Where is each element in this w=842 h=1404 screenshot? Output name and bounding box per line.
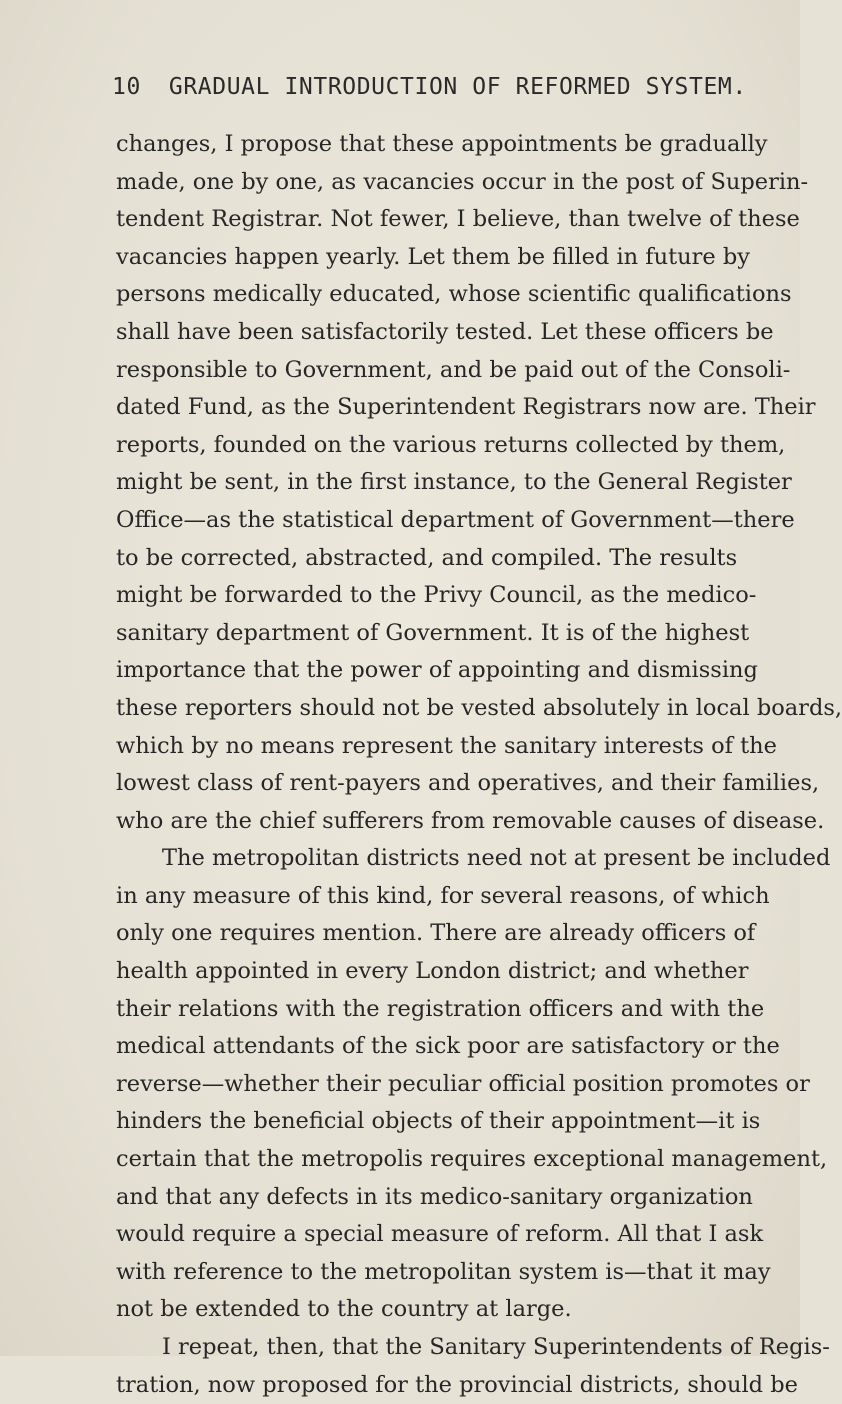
body-text xyxy=(116,126,842,1404)
text-line: hinders the beneficial objects of their appointment—it is xyxy=(116,1108,761,1135)
text-line: dated Fund, as the Superintendent Registrars now are. Their xyxy=(116,394,816,421)
text-line: responsible to Government, and be paid out of the Consoli- xyxy=(116,356,791,383)
text-line: in any measure of this kind, for several reasons, of which xyxy=(116,882,770,909)
text-line: to be corrected, abstracted, and compiled. The results xyxy=(116,544,738,571)
running-header xyxy=(112,74,747,100)
text-line: which by no means represent the sanitary interests of the xyxy=(116,732,777,759)
running-title: GRADUAL INTRODUCTION OF REFORMED SYSTEM. xyxy=(168,74,747,100)
text-line: tration, now proposed for the provincial districts, should be xyxy=(116,1371,798,1398)
text-line: made, one by one, as vacancies occur in the post of Superin- xyxy=(116,168,809,195)
text-line: not be extended to the country at large. xyxy=(116,1296,572,1323)
text-line: tendent Registrar. Not fewer, I believe, than twelve of these xyxy=(116,206,800,233)
page-number: 10 xyxy=(112,74,141,100)
text-line: would require a special measure of reform. All that I ask xyxy=(116,1221,764,1248)
text-line: health appointed in every London district; and whether xyxy=(116,958,749,985)
text-line: The metropolitan districts need not at present be included xyxy=(162,845,831,872)
text-line: and that any defects in its medico-sanitary organization xyxy=(116,1183,753,1210)
text-line: might be forwarded to the Privy Council, as the medico- xyxy=(116,582,757,609)
text-line: reports, founded on the various returns collected by them, xyxy=(116,431,786,458)
text-line: these reporters should not be vested absolutely in local boards, xyxy=(116,694,842,721)
text-line: importance that the power of appointing and dismissing xyxy=(116,657,758,684)
text-line: Office—as the statistical department of Government—there xyxy=(116,506,795,533)
text-line: I repeat, then, that the Sanitary Superintendents of Regis- xyxy=(162,1334,830,1360)
text-line: with reference to the metropolitan system is—that it may xyxy=(116,1258,771,1285)
text-line: persons medically educated, whose scientific qualifications xyxy=(116,281,792,308)
text-line: might be sent, in the first instance, to the General Register xyxy=(116,469,792,496)
text-line: vacancies happen yearly. Let them be filled in future by xyxy=(116,243,750,270)
text-line: reverse—whether their peculiar official position promotes or xyxy=(116,1070,810,1097)
text-line: shall have been satisfactorily tested. Let these officers be xyxy=(116,318,774,345)
text-line: their relations with the registration officers and with the xyxy=(116,995,765,1022)
text-line: only one requires mention. There are already officers of xyxy=(116,920,756,947)
text-line: sanitary department of Government. It is of the highest xyxy=(116,619,750,646)
text-line: medical attendants of the sick poor are satisfactory or the xyxy=(116,1033,780,1060)
text-line: lowest class of rent-payers and operatives, and their families, xyxy=(116,770,820,797)
text-line: certain that the metropolis requires exceptional management, xyxy=(116,1146,828,1173)
text-line: who are the chief sufferers from removable causes of disease. xyxy=(116,807,825,834)
text-line: changes, I propose that these appointments be gradually xyxy=(116,131,768,157)
